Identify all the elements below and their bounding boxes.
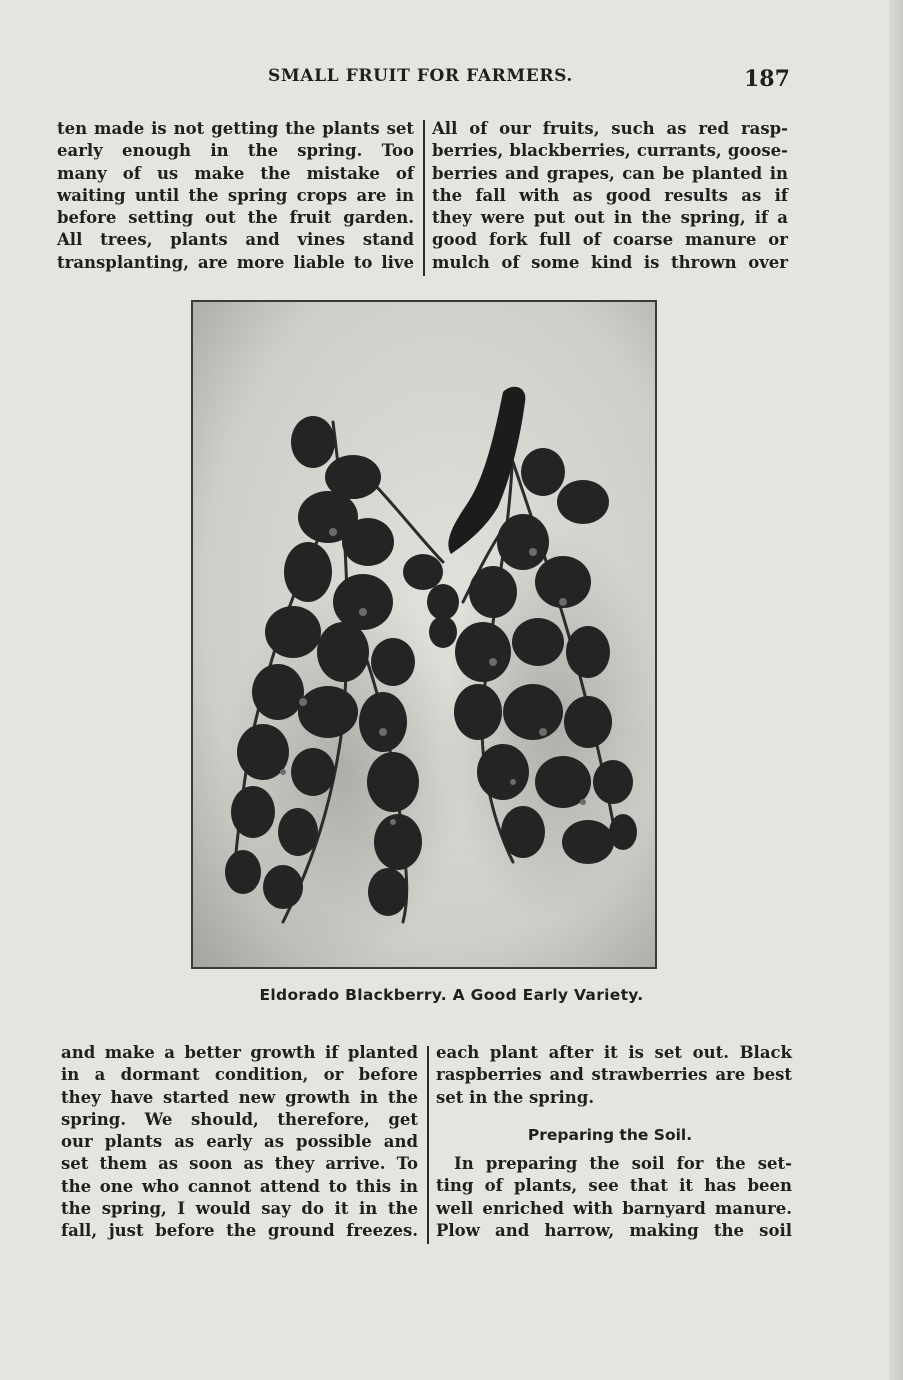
figure-caption: Eldorado Blackberry. A Good Early Variety. — [259, 986, 644, 1004]
text-line: set in the spring. — [436, 1087, 595, 1107]
text-line: berries, blackberries, currants, goose- — [432, 141, 788, 161]
text-line: raspberries and strawberries are best — [436, 1065, 792, 1085]
column-rule — [427, 1046, 429, 1244]
page-number: 187 — [744, 66, 790, 92]
text-line: in a dormant condition, or before — [61, 1065, 418, 1085]
text-line: they were put out in the spring, if a — [432, 208, 788, 228]
running-head — [0, 62, 903, 92]
text-line: berries and grapes, can be planted in — [432, 163, 788, 183]
text-line: fall, just before the ground freezes. — [61, 1221, 418, 1241]
text-line: set them as soon as they arrive. To — [61, 1154, 418, 1174]
text-line: early enough in the spring. Too — [57, 141, 414, 161]
text-line: and make a better growth if planted — [61, 1043, 418, 1062]
text-line: All trees, plants and vines stand — [57, 230, 414, 250]
text-line: many of us make the mistake of — [57, 163, 414, 183]
text-line: mulch of some kind is thrown over — [432, 252, 788, 272]
bottom-left-column — [61, 1042, 418, 1243]
bottom-right-column-a — [436, 1042, 792, 1109]
text-line: waiting until the spring crops are in — [57, 185, 414, 205]
text-line: spring. We should, therefore, get — [61, 1109, 418, 1129]
text-line: the one who cannot attend to this in — [61, 1176, 418, 1196]
text-line: Plow and harrow, making the soil — [436, 1220, 792, 1240]
column-rule — [423, 120, 425, 276]
text-line: All of our fruits, such as red rasp- — [432, 119, 788, 138]
page-edge — [889, 0, 903, 1380]
blackberry-photograph — [191, 300, 657, 969]
top-right-column — [432, 118, 788, 274]
text-line: the spring, I would say do it in the — [61, 1199, 418, 1219]
text-line: well enriched with barnyard manure. — [436, 1198, 792, 1218]
section-subheading: Preparing the Soil. — [527, 1126, 693, 1144]
text-line: ting of plants, see that it has been — [436, 1176, 792, 1196]
text-line: each plant after it is set out. Black — [436, 1043, 792, 1062]
text-line: transplanting, are more liable to live — [57, 252, 414, 272]
running-title: SMALL FRUIT FOR FARMERS. — [268, 66, 573, 86]
text-line: the fall with as good results as if — [432, 185, 788, 205]
text-line: they have started new growth in the — [61, 1087, 418, 1107]
text-line: before setting out the fruit garden. — [57, 208, 414, 228]
text-line: ten made is not getting the plants set — [57, 119, 414, 138]
text-line: good fork full of coarse manure or — [432, 230, 788, 250]
top-left-column — [57, 118, 414, 274]
bottom-right-column-b — [436, 1153, 792, 1242]
text-line: In preparing the soil for the set- — [454, 1154, 792, 1173]
text-line: our plants as early as possible and — [61, 1132, 418, 1152]
